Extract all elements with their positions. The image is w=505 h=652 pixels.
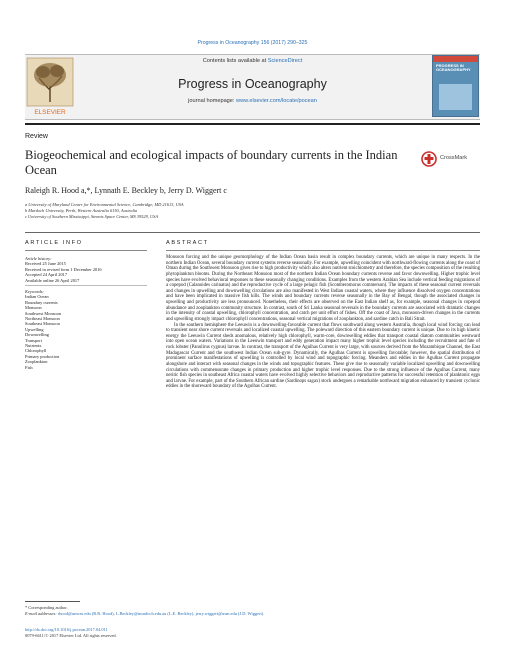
keyword: Upwelling xyxy=(25,326,44,332)
abstract-rule xyxy=(166,250,480,251)
author-list: Raleigh R. Hood a,*, Lynnath E. Beckley b, Jerry D. Wiggert c xyxy=(25,186,227,195)
crossmark-icon xyxy=(421,151,437,167)
info-rule xyxy=(25,250,147,251)
cover-red-band xyxy=(433,56,478,62)
history-accepted: Accepted 24 April 2017 xyxy=(25,272,68,278)
abstract-body xyxy=(166,255,480,390)
keyword: Downwelling xyxy=(25,332,49,338)
abstract-heading: ABSTRACT xyxy=(166,240,209,246)
keyword: Indian Ocean xyxy=(25,294,49,300)
homepage-link[interactable]: www.elsevier.com/locate/pocean xyxy=(236,98,317,104)
crossmark-label: CrossMark xyxy=(440,155,468,161)
sciencedirect-link[interactable]: ScienceDirect xyxy=(267,58,303,64)
keyword: Monsoon xyxy=(25,305,42,311)
article-history xyxy=(25,256,147,283)
affiliation-b: b Murdoch University, Perth, Western Australia 6150, Australia xyxy=(25,208,138,213)
keyword: Southeast Monsoon xyxy=(25,321,60,327)
article-info-heading: ARTICLE INFO xyxy=(25,240,83,246)
history-revised: Received in revised form 1 December 2016 xyxy=(25,266,102,272)
journal-title: Progress in Oceanography xyxy=(178,77,327,91)
email-list[interactable]: rhood@umces.edu (R.R. Hood), L.Beckley@murdoch.edu.au (L.E. Beckley), jerry.wiggert@usm.edu (J.D. Wiggert). xyxy=(57,611,265,616)
contents-available xyxy=(0,58,505,64)
keyword: Fish xyxy=(25,364,33,370)
affiliation-c: c University of Southern Mississippi, Stennis Space Center, MS 39529, USA xyxy=(25,214,159,219)
footnote-rule xyxy=(25,601,80,602)
doi-link[interactable]: http://dx.doi.org/10.1016/j.pocean.2017.04.011 xyxy=(25,627,108,632)
keyword: Boundary currents xyxy=(25,299,58,305)
keyword: Primary production xyxy=(25,353,60,359)
doi-link-line xyxy=(25,627,108,632)
copyright: 0079-6611/© 2017 Elsevier Ltd. All rights reserved. xyxy=(25,633,117,638)
email-addresses xyxy=(25,611,264,616)
cover-picture xyxy=(439,84,472,110)
affiliation-a: a University of Maryland Center for Environmental Science, Cambridge, MD 21613, USA xyxy=(25,202,184,207)
homepage-prefix: journal homepage: xyxy=(188,98,237,104)
email-label: E-mail addresses: xyxy=(25,611,58,616)
header-rule xyxy=(25,123,480,125)
abstract-paragraph-1: Monsoon forcing and the unique geomorphology of the Indian Ocean basin result in complex boundary currents, which are unique in many respects. In the northern Indian Ocean, several boundary current systems reverse seasonally. For example, upwelling coincident with northward-flowing currents along the coast of Oman during the Southwest Monsoon gives rise to high productivity which also alters nutrient stoichiometry and therefore, the species composition of the resulting phytoplankton blooms. During the Northeast Monsoon most of the northern Indian Ocean boundary currents reverse and favor downwelling. Higher trophic level species have evolved behavioral responses to these seasonally changing conditions. Examples from the western Arabian Sea include vertical feeding migrations of a copepod (Calanoides carinatus) and the reproductive cycle of a large pelagic fish (Scomberomorus commerson). The impacts of these seasonal current reversals and changes in upwelling and downwelling circulations are also manifested in West Indian coastal waters, where they influence dissolved oxygen concentrations and have been implicated in massive fish kills. The winds and boundary currents reverse seasonally in the Bay of Bengal, though the associated changes in upwelling and productivity are less pronounced. Nonetheless, their effects are observed on the East Indian shelf as, for example, seasonal changes in copepod abundance and zooplankton community structure. In contrast, south of Sri Lanka seasonal reversals in the boundary currents are associated with dramatic changes in the intensity of coastal upwelling, chlorophyll concentration, and catch per unit effort of fishes. Off the coast of Java, monsoon-driven changes in the currents and upwelling strongly impact chlorophyll concentrations, seasonal vertical migrations of zooplankton, and sardine catch in Bali Strait. xyxy=(166,255,481,322)
publisher-name: ELSEVIER xyxy=(34,109,66,116)
history-received: Received 25 June 2015 xyxy=(25,261,66,267)
abstract-paragraph-2: In the southern hemisphere the Leeuwin is a downwelling-favorable current that flows southward along western Australia, though local wind forcing can lead to transient near shore current reversals and localized coastal upwelling. The poleward direction of this eastern boundary current is unique. Due to its high kinetic energy the Leeuwin Current sheds anomalous, relatively high chlorophyll, warm-core, downwelling eddies that transport coastal diatom communities westward into open ocean waters. Variations in the Leeuwin transport and eddy generation impact many higher trophic level species including the recruitment and fate of rock lobster (Panulirus cygnus) larvae. In contrast, the transport of the Agulhas Current is very large, with sources derived from the Mozambique Channel, the East Madagascar Current and the southwest Indian Ocean sub-gyre. Dynamically, the Agulhas Current is upwelling favorable; however, the spatial distribution of prominent surface manifestations of upwelling is controlled by local wind and topographic forcing. Meanders and eddies in the Agulhas Current propagate alongshore and interact with seasonal changes in the winds and topographic features. These give rise to seasonally variable localized upwelling and downwelling circulations with commensurate changes in primary production and higher trophic level responses. Due to the strong influence of the Agulhas Current, many neritic fish species in southeast Africa coastal waters have evolved highly selective behaviors and reproductive patterns for successful retention of planktonic eggs and larvae. For example, part of the Southern African sardine (Sardinops sagax) stock undergoes a remarkable northward migration enhanced by transient cyclonic eddies in the shoreward boundary of the Agulhas Current. xyxy=(166,322,480,390)
keyword: Northeast Monsoon xyxy=(25,316,60,322)
divider-rule xyxy=(25,232,480,233)
keyword: Southwest Monsoon xyxy=(25,310,61,316)
journal-homepage xyxy=(0,98,505,104)
keywords-block xyxy=(25,289,147,370)
keywords-rule xyxy=(25,285,147,286)
keyword: Nutrients xyxy=(25,343,42,349)
keyword: Chlorophyll xyxy=(25,348,47,354)
crossmark-badge[interactable] xyxy=(421,151,479,167)
section-label: Review xyxy=(25,133,48,140)
contents-prefix: Contents lists available at xyxy=(202,58,268,64)
journal-cover-image xyxy=(432,55,479,117)
journal-citation[interactable]: Progress in Oceanography 156 (2017) 290–325 xyxy=(197,40,308,46)
corresponding-author-note: * Corresponding author. xyxy=(25,605,68,610)
keywords-label: Keywords: xyxy=(25,289,44,294)
cover-title: PROGRESS IN OCEANOGRAPHY xyxy=(436,63,471,73)
history-online: Available online 26 April 2017 xyxy=(25,277,80,283)
article-title: Biogeochemical and ecological impacts of boundary currents in the Indian Ocean xyxy=(25,148,398,177)
history-label: Article history: xyxy=(25,256,52,261)
keyword: Transport xyxy=(25,337,42,343)
keyword: Zooplankton xyxy=(25,359,48,365)
